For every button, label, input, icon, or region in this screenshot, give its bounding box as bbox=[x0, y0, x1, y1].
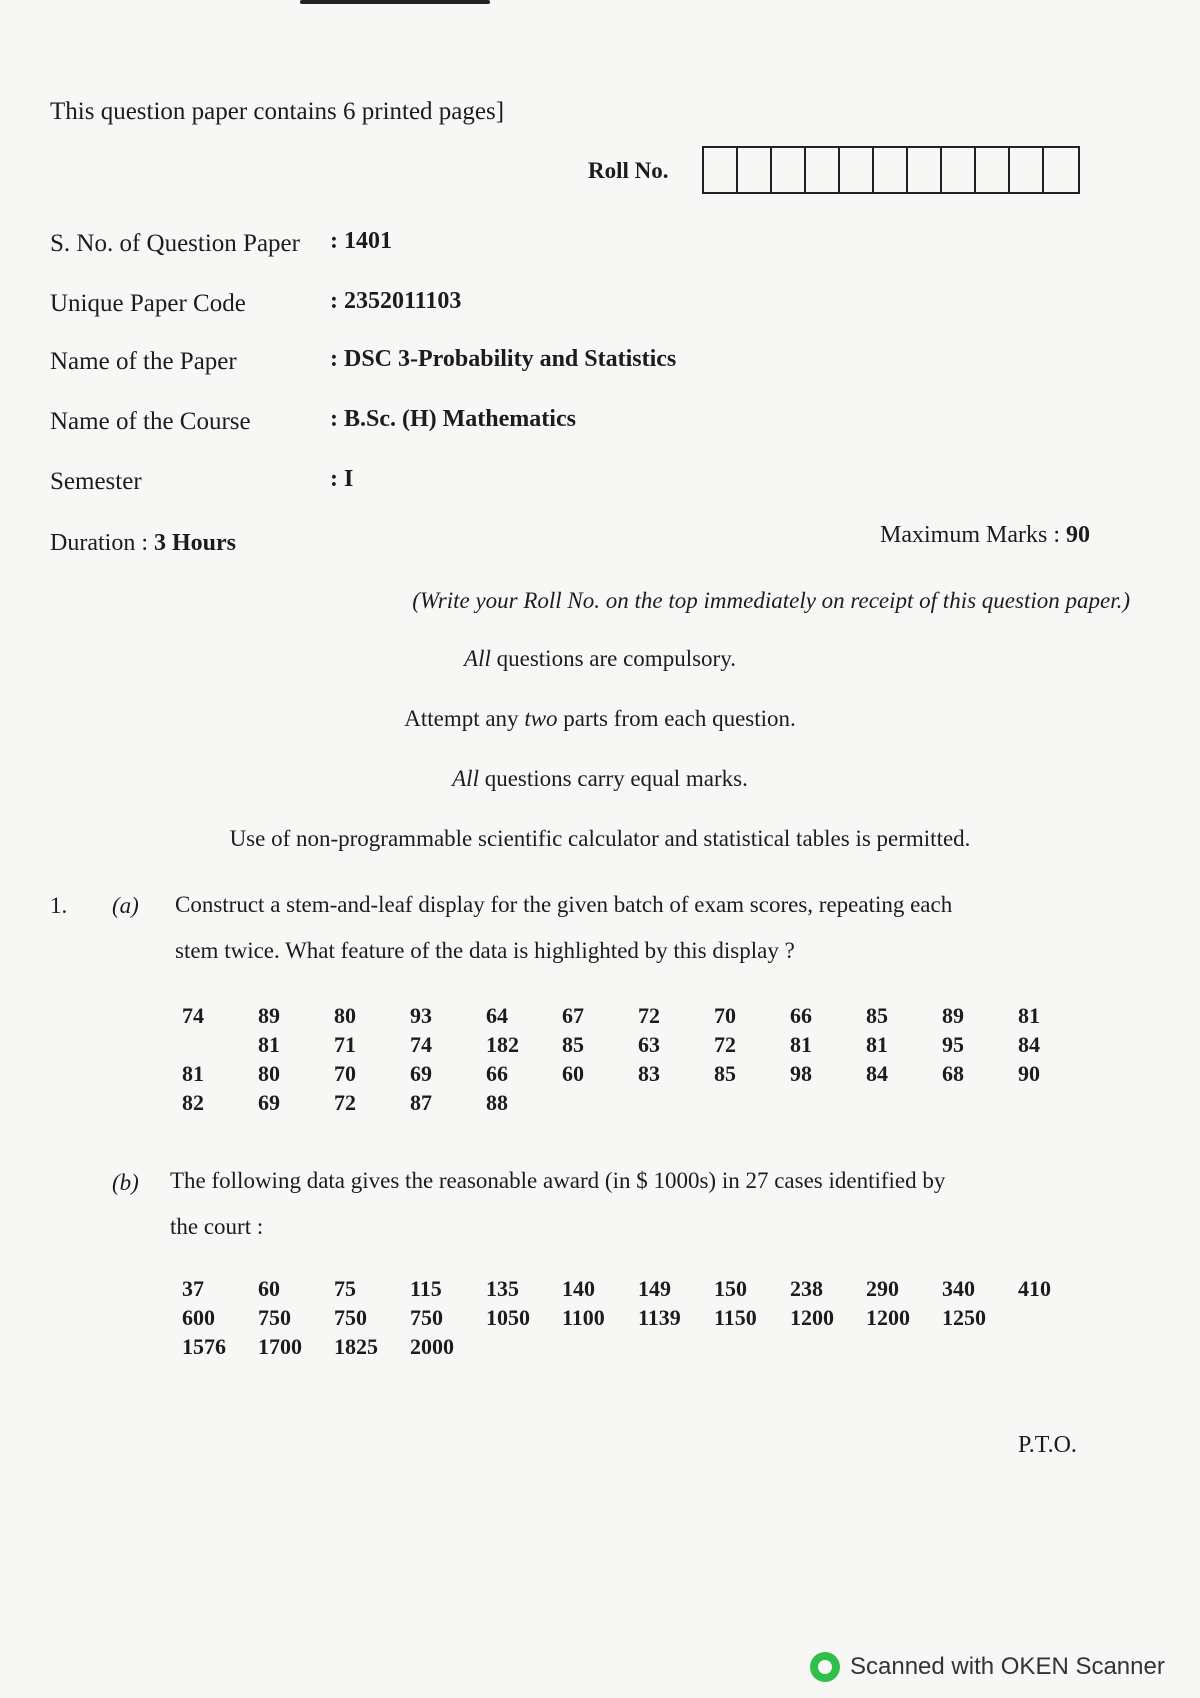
data-cell bbox=[714, 1334, 790, 1363]
meta-value: : B.Sc. (H) Mathematics bbox=[330, 406, 576, 432]
data-cell: 71 bbox=[334, 1032, 356, 1057]
data-cell: 81 bbox=[866, 1032, 888, 1057]
data-cell: 80 bbox=[258, 1061, 280, 1086]
data-cell bbox=[942, 1334, 1018, 1363]
data-cell: 75 bbox=[334, 1276, 356, 1301]
data-cell: 74 bbox=[182, 1003, 204, 1028]
page-count-note: This question paper contains 6 printed pages] bbox=[50, 98, 505, 125]
max-marks-value: 90 bbox=[1066, 522, 1090, 548]
data-cell bbox=[638, 1334, 714, 1363]
meta-value: : 1401 bbox=[330, 228, 392, 254]
data-cell bbox=[790, 1090, 866, 1119]
data-cell: 66 bbox=[486, 1061, 508, 1086]
data-cell: 64 bbox=[486, 1003, 508, 1028]
data-cell: 1150 bbox=[714, 1305, 757, 1330]
data-cell: 63 bbox=[638, 1032, 660, 1057]
roll-number-instruction: (Write your Roll No. on the top immediately on receipt of this question paper.) bbox=[412, 588, 1130, 613]
data-cell: 95 bbox=[942, 1032, 964, 1057]
meta-value: : 2352011103 bbox=[330, 288, 462, 314]
data-cell bbox=[1018, 1305, 1094, 1334]
data-cell: 750 bbox=[410, 1305, 443, 1330]
scanner-watermark bbox=[810, 1652, 1165, 1682]
data-cell: 81 bbox=[790, 1032, 812, 1057]
data-cell bbox=[942, 1090, 1018, 1119]
data-cell: 60 bbox=[562, 1061, 584, 1086]
data-cell bbox=[562, 1334, 638, 1363]
part-b-text: The following data gives the reasonable award (in $ 1000s) in 27 cases identified by the court : bbox=[170, 1168, 946, 1239]
data-cell: 93 bbox=[410, 1003, 432, 1028]
meta-value: : DSC 3-Probability and Statistics bbox=[330, 346, 677, 372]
data-cell: 85 bbox=[866, 1003, 888, 1028]
data-cell: 83 bbox=[638, 1061, 660, 1086]
data-cell: 66 bbox=[790, 1003, 812, 1028]
part-a-label: (a) bbox=[112, 893, 139, 918]
data-cell: 69 bbox=[410, 1061, 432, 1086]
roll-number-box[interactable] bbox=[976, 148, 1010, 192]
roll-number-box[interactable] bbox=[840, 148, 874, 192]
data-cell: 115 bbox=[410, 1276, 442, 1301]
data-cell: 72 bbox=[334, 1090, 356, 1115]
data-cell: 72 bbox=[638, 1003, 660, 1028]
data-cell: 85 bbox=[714, 1061, 736, 1086]
data-cell bbox=[562, 1090, 638, 1119]
exam-scores-data bbox=[182, 1003, 1094, 1119]
data-cell bbox=[486, 1334, 562, 1363]
data-cell: 1200 bbox=[790, 1305, 834, 1330]
roll-number-box[interactable] bbox=[908, 148, 942, 192]
roll-number-box[interactable] bbox=[704, 148, 738, 192]
instruction-calculator: Use of non-programmable scientific calculator and statistical tables is permitted. bbox=[229, 826, 971, 851]
data-cell: 1139 bbox=[638, 1305, 681, 1330]
roll-number-boxes[interactable] bbox=[702, 146, 1080, 194]
scanner-text: Scanned with OKEN Scanner bbox=[850, 1653, 1165, 1680]
data-cell: 69 bbox=[258, 1090, 280, 1115]
data-cell: 81 bbox=[1018, 1003, 1040, 1028]
data-cell: 60 bbox=[258, 1276, 280, 1301]
meta-label: S. No. of Question Paper bbox=[50, 230, 300, 257]
meta-label: Semester bbox=[50, 468, 142, 495]
data-cell bbox=[790, 1334, 866, 1363]
roll-number-box[interactable] bbox=[874, 148, 908, 192]
roll-number-box[interactable] bbox=[806, 148, 840, 192]
data-cell: 410 bbox=[1018, 1276, 1051, 1301]
data-cell: 85 bbox=[562, 1032, 584, 1057]
data-cell: 290 bbox=[866, 1276, 899, 1301]
duration-label: Duration : bbox=[50, 530, 154, 556]
scanner-logo-icon bbox=[810, 1652, 840, 1682]
instruction-compulsory: All questions are compulsory. bbox=[464, 646, 736, 671]
data-cell: 1700 bbox=[258, 1334, 302, 1359]
instruction-attempt: Attempt any two parts from each question. bbox=[404, 706, 796, 731]
data-cell: 67 bbox=[562, 1003, 584, 1028]
data-cell: 1825 bbox=[334, 1334, 378, 1359]
data-cell bbox=[714, 1090, 790, 1119]
meta-label: Name of the Course bbox=[50, 408, 251, 435]
meta-label: Name of the Paper bbox=[50, 348, 237, 375]
data-cell: 88 bbox=[486, 1090, 508, 1115]
data-cell: 70 bbox=[334, 1061, 356, 1086]
roll-number-box[interactable] bbox=[1010, 148, 1044, 192]
data-cell: 1576 bbox=[182, 1334, 226, 1359]
data-cell bbox=[1018, 1334, 1094, 1363]
max-marks-label: Maximum Marks : bbox=[880, 522, 1066, 548]
data-cell: 149 bbox=[638, 1276, 671, 1301]
data-cell: 84 bbox=[1018, 1032, 1040, 1057]
meta-label: Unique Paper Code bbox=[50, 290, 246, 317]
data-cell: 70 bbox=[714, 1003, 736, 1028]
part-a-text: Construct a stem-and-leaf display for the given batch of exam scores, repeating each stem twice. What feature of the data is highlighted by this display ? bbox=[175, 892, 953, 963]
roll-number-box[interactable] bbox=[942, 148, 976, 192]
data-cell: 238 bbox=[790, 1276, 823, 1301]
data-cell: 1050 bbox=[486, 1305, 530, 1330]
roll-number-box[interactable] bbox=[738, 148, 772, 192]
data-cell bbox=[1018, 1090, 1094, 1119]
award-data bbox=[182, 1276, 1094, 1363]
question-number: 1. bbox=[50, 893, 68, 918]
data-cell: 89 bbox=[942, 1003, 964, 1028]
data-cell: 2000 bbox=[410, 1334, 454, 1359]
please-turn-over: P.T.O. bbox=[1018, 1432, 1077, 1458]
data-cell: 750 bbox=[258, 1305, 291, 1330]
data-cell: 140 bbox=[562, 1276, 595, 1301]
data-cell: 82 bbox=[182, 1090, 204, 1115]
data-cell: 150 bbox=[714, 1276, 747, 1301]
data-cell: 81 bbox=[182, 1061, 204, 1086]
part-b-label: (b) bbox=[112, 1170, 139, 1195]
data-cell: 90 bbox=[1018, 1061, 1040, 1086]
duration-value: 3 Hours bbox=[153, 530, 236, 556]
data-cell: 89 bbox=[258, 1003, 280, 1028]
roll-number-label: Roll No. bbox=[588, 158, 669, 183]
roll-number-box[interactable] bbox=[772, 148, 806, 192]
roll-number-box[interactable] bbox=[1044, 148, 1078, 192]
data-cell: 182 bbox=[486, 1032, 519, 1057]
top-scan-mark bbox=[300, 0, 490, 4]
data-cell: 600 bbox=[182, 1305, 215, 1330]
data-cell: 1100 bbox=[562, 1305, 605, 1330]
data-cell: 1250 bbox=[942, 1305, 986, 1330]
data-cell: 37 bbox=[182, 1276, 204, 1301]
data-cell: 72 bbox=[714, 1032, 736, 1057]
data-cell: 84 bbox=[866, 1061, 888, 1086]
data-cell bbox=[866, 1334, 942, 1363]
data-cell: 1200 bbox=[866, 1305, 910, 1330]
data-cell: 135 bbox=[486, 1276, 519, 1301]
data-cell: 81 bbox=[258, 1032, 280, 1057]
data-cell: 750 bbox=[334, 1305, 367, 1330]
instruction-equal-marks: All questions carry equal marks. bbox=[452, 766, 748, 791]
data-cell: 68 bbox=[942, 1061, 964, 1086]
data-cell bbox=[182, 1032, 258, 1061]
data-cell bbox=[866, 1090, 942, 1119]
data-cell bbox=[638, 1090, 714, 1119]
data-cell: 74 bbox=[410, 1032, 432, 1057]
data-cell: 340 bbox=[942, 1276, 975, 1301]
duration bbox=[50, 530, 236, 557]
meta-value: : I bbox=[330, 466, 354, 492]
maximum-marks bbox=[880, 522, 1090, 549]
data-cell: 80 bbox=[334, 1003, 356, 1028]
data-cell: 98 bbox=[790, 1061, 812, 1086]
data-cell: 87 bbox=[410, 1090, 432, 1115]
